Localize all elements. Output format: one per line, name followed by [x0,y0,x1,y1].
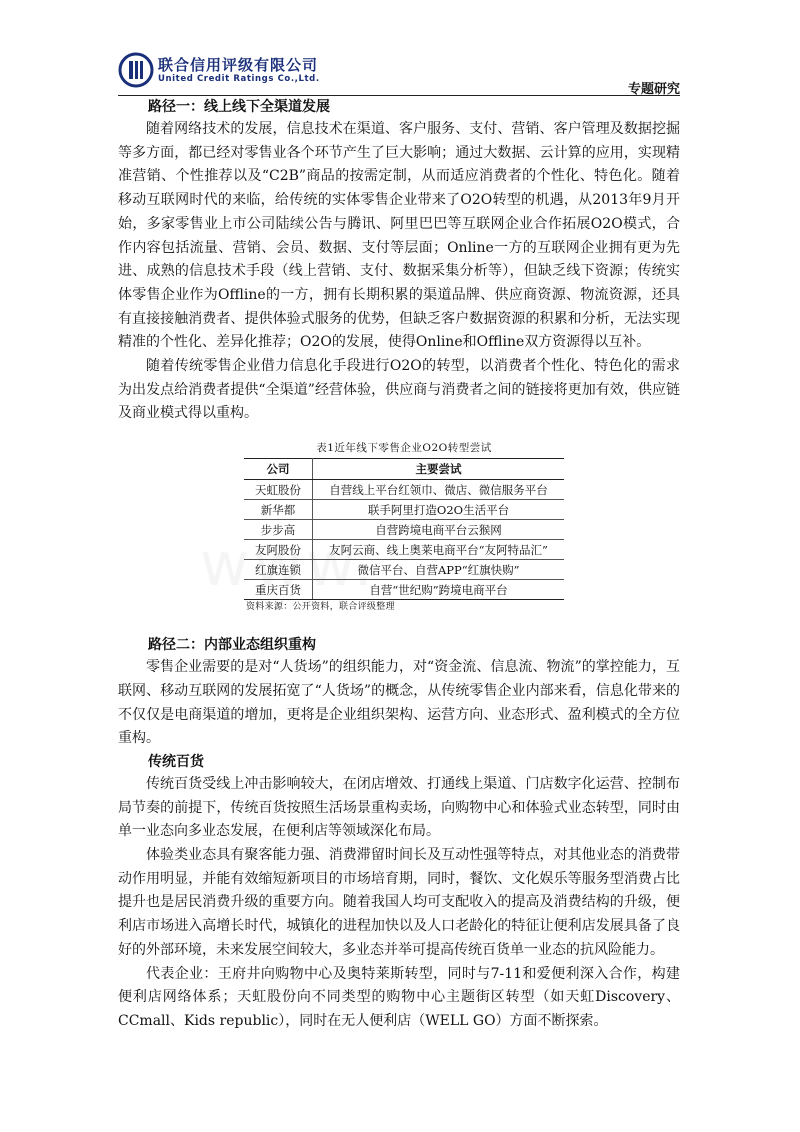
path1-paragraph: 随着传统零售企业借力信息化手段进行O2O的转型，以消费者个性化、特色化的需求为出发点给消费者提供“全渠道”经营体验，供应商与消费者之间的链接将更加有效，供应链及商业模式得以重构。 [118,358,680,422]
company-cell: 天虹股份 [244,480,313,500]
column-header-attempt: 主要尝试 [313,459,565,480]
page-header [118,52,680,96]
attempt-cell: 微信平台、自营APP“红旗快购” [313,560,565,580]
attempt-cell: 友阿云商、线上奥莱电商平台“友阿特品汇” [313,540,565,560]
table-row [244,520,564,540]
table-header-row [244,459,564,480]
table-source: 资料来源：公开资料，联合评级整理 [246,602,395,613]
table-row [244,560,564,580]
document-body [118,96,680,1034]
path2-heading: 路径二：内部业态组织重构 [148,637,316,654]
company-name-cn: 联合信用评级有限公司 [158,56,319,74]
department-store-paragraph: 体验类业态具有聚客能力强、消费滞留时间长及互动性强等特点，对其他业态的消费带动作用明显，并能有效缩短新项目的市场培育期，同时，餐饮、文化娱乐等服务型消费占比提升也是居民消费升级的重要方向。随着我国人均可支配收入的提高及消费结构的升级，便利店市场进入高增长时代，城镇化的进程加快以及人口老龄化的特征让便利店发展具备了良好的外部环境，未来发展空间较大，多业态并举可提高传统百货单一业态的抗风险能力。 [118,847,680,958]
o2o-table-block [244,440,564,614]
company-cell: 重庆百货 [244,580,313,600]
department-store-paragraph: 传统百货受线上冲击影响较大，在闭店增效、打通线上渠道、门店数字化运营、控制布局节奏的前提下，传统百货按照生活场景重构卖场，向购物中心和体验式业态转型，同时由单一业态向多业态发展，在便利店等领域深化布局。 [118,775,680,840]
attempt-cell: 联手阿里打造O2O生活平台 [313,500,565,520]
path1-paragraph: 随着网络技术的发展，信息技术在渠道、客户服务、支付、营销、客户管理及数据挖掘等多方面，都已经对零售业各个环节产生了巨大影响；通过大数据、云计算的应用，实现精准营销、个性推荐以及“C2B”商品的按需定制，从而适应消费者的个性化、特色化。随着移动互联网时代的来临，给传统的实体零售企业带来了O2O转型的机遇，从2013年9月开始，多家零售业上市公司陆续公告与腾讯、阿里巴巴等互联网企业合作拓展O2O模式，合作内容包括流量、营销、会员、数据、支付等层面；Online一方的互联网企业拥有更为先进、成熟的信息技术手段（线上营销、支付、数据采集分析等），但缺乏线下资源；传统实体零售企业作为Offline的一方，拥有长期积累的渠道品牌、供应商资源、物流资源，还具有直接接触消费者、提供体验式服务的优势，但缺乏客户数据资源的积累和分析，无法实现精准的个性化、差异化推荐；O2O的发展，使得Online和Offline双方资源得以互补。 [118,121,680,351]
column-header-company: 公司 [244,459,313,480]
company-cell: 新华都 [244,500,313,520]
section-tag: 专题研究 [627,82,680,97]
department-store-paragraph: 代表企业：王府井向购物中心及奥特莱斯转型，同时与7-11和爱便利深入合作，构建便利店网络体系；天虹股份向不同类型的购物中心主题街区转型（如天虹Discovery、CCmall、Kids republic），同时在无人便利店（WELL GO）方面不断探索。 [118,965,680,1029]
table-row [244,580,564,600]
company-name-en: United Credit Ratings Co.,Ltd. [158,74,320,84]
company-logo-icon [118,52,154,88]
path1-heading: 路径一：线上线下全渠道发展 [148,99,330,115]
company-cell: 红旗连锁 [244,560,313,580]
attempt-cell: 自营跨境电商平台云猴网 [313,520,565,540]
o2o-table [244,458,564,600]
attempt-cell: 自营线上平台红领巾、微店、微信服务平台 [313,480,565,500]
attempt-cell: 自营“世纪购”跨境电商平台 [313,580,565,600]
path2-paragraph: 零售企业需要的是对“人货场”的组织能力，对“资金流、信息流、物流”的掌控能力，互联网、移动互联网的发展拓宽了“人货场”的概念，从传统零售企业内部来看，信息化带来的不仅仅是电商渠道的增加，更将是企业组织架构、运营方向、业态形式、盈利模式的全方位重构。 [118,659,680,747]
department-store-heading: 传统百货 [148,753,204,770]
table-row [244,500,564,520]
table-row [244,540,564,560]
company-cell: 步步高 [244,520,313,540]
company-cell: 友阿股份 [244,540,313,560]
table-row [244,480,564,500]
table-caption: 表1近年线下零售企业O2O转型尝试 [316,442,492,455]
